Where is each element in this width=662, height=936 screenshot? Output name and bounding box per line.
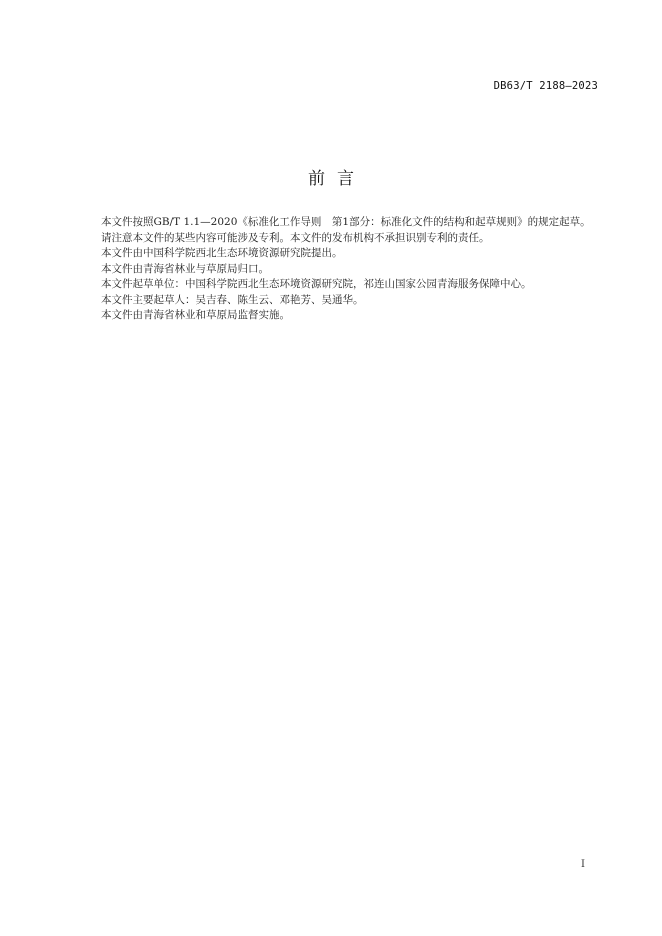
paragraph-patent-notice: 请注意本文件的某些内容可能涉及专利。本文件的发布机构不承担识别专利的责任。 [101, 231, 490, 244]
paragraph-proposer: 本文件由中国科学院西北生态环境资源研究院提出。 [101, 247, 343, 259]
paragraph-supervision: 本文件由青海省林业和草原局监督实施。 [101, 309, 290, 321]
page-number: I [581, 859, 585, 870]
paragraph-drafting-basis: 本文件按照GB/T 1.1—2020《标准化工作导则 第1部分：标准化文件的结构和起草规则》的规定起草。 [101, 216, 591, 228]
document-code: DB63/T 2188—2023 [493, 80, 598, 92]
paragraph-drafting-units: 本文件起草单位：中国科学院西北生态环境资源研究院，祁连山国家公园青海服务保障中心。 [101, 278, 532, 290]
paragraph-main-drafters: 本文件主要起草人：吴吉春、陈生云、邓艳芳、吴通华。 [101, 293, 364, 306]
page-title: 前言 [308, 169, 366, 189]
preface-body [80, 215, 600, 324]
paragraph-centralized-unit: 本文件由青海省林业与草原局归口。 [101, 262, 269, 275]
